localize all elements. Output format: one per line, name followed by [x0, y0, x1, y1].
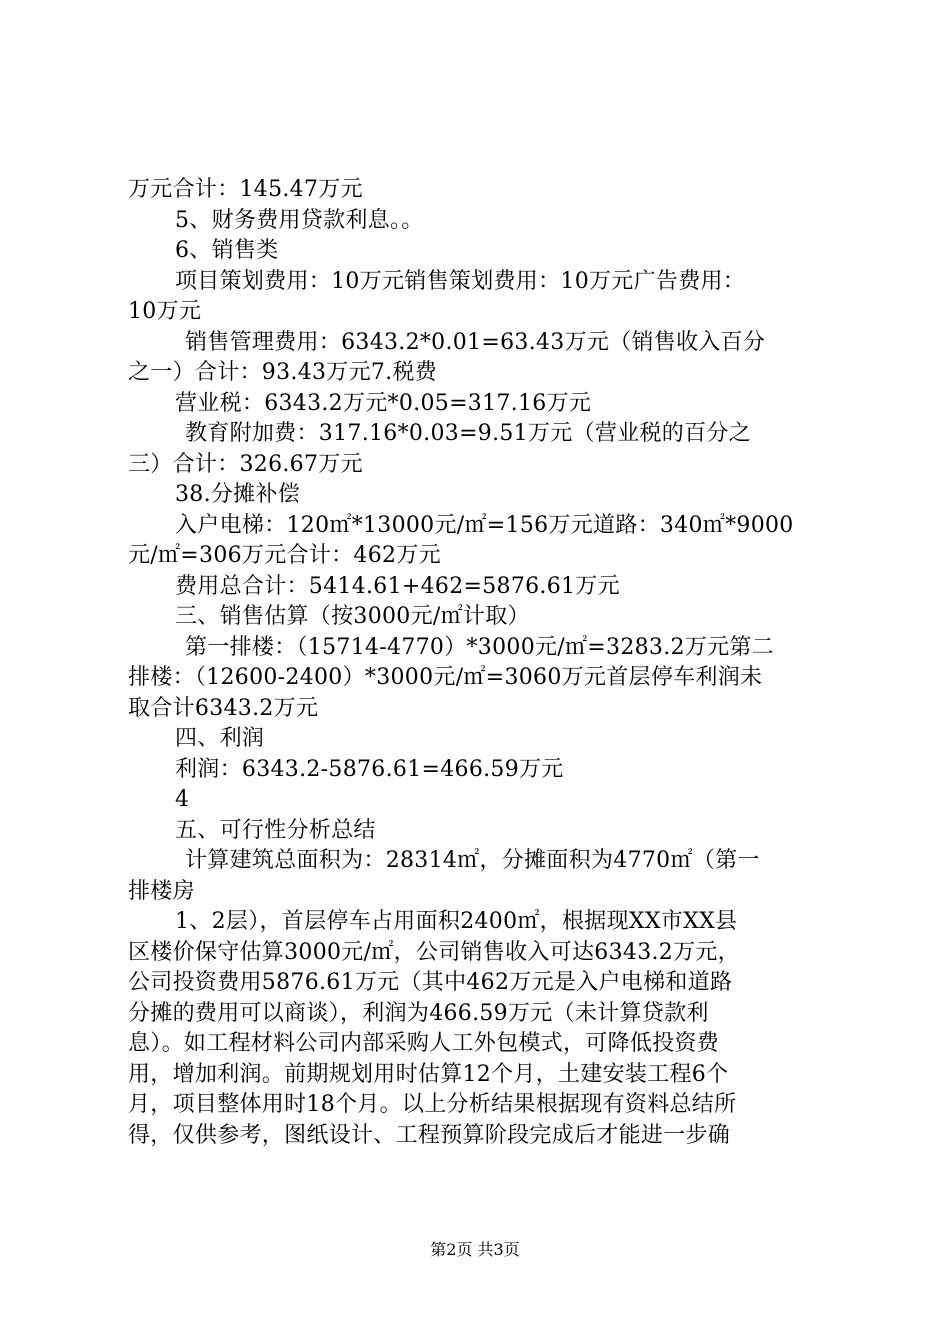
text-line: 分摊的费用可以商谈），利润为466.59万元（未计算贷款利: [128, 1000, 709, 1026]
text-line: 6、销售类: [175, 238, 279, 263]
page-number-footer: 第2页 共3页: [430, 1240, 520, 1259]
text-line: 费用总合计：5414.61+462=5876.61万元: [175, 573, 620, 599]
text-line: 息）。如工程材料公司内部采购人工外包模式，可降低投资费: [128, 1031, 720, 1056]
text-line: 营业税：6343.2万元*0.05=317.16万元: [175, 390, 592, 416]
text-line: 第一排楼：（15714-4770）*3000元/㎡=3283.2万元第二: [185, 634, 775, 660]
text-line: 得，仅供参考，图纸设计、工程预算阶段完成后才能进一步确: [128, 1122, 731, 1148]
text-line: 区楼价保守估算3000元/㎡，公司销售收入可达6343.2万元，: [128, 939, 740, 965]
text-line: 三、销售估算（按3000元/㎡计取）: [175, 604, 530, 629]
text-line: 5、财务费用贷款利息。。: [175, 207, 424, 233]
text-line: 五、可行性分析总结: [175, 817, 376, 843]
text-line: 月，项目整体用时18个月。以上分析结果根据现有资料总结所: [128, 1092, 737, 1117]
text-line: 排楼：（12600-2400）*3000元/㎡=3060万元首层停车利润未: [128, 665, 763, 690]
text-line: 教育附加费：317.16*0.03=9.51万元（营业税的百分之: [185, 421, 751, 446]
text-line: 元/㎡=306万元合计：462万元: [128, 543, 441, 568]
text-line: 10万元: [128, 299, 202, 324]
text-line: 销售管理费用：6343.2*0.01=63.43万元（销售收入百分: [185, 329, 766, 355]
text-line: 38.分摊补偿: [175, 482, 301, 507]
text-line: 四、利润: [175, 726, 265, 751]
text-line: 4: [175, 787, 190, 812]
text-line: 取合计6343.2万元: [128, 695, 319, 721]
text-line: 三）合计：326.67万元: [128, 451, 363, 477]
text-line: 1、2层），首层停车占用面积2400㎡，根据现XX市XX县: [175, 909, 738, 934]
text-line: 用，增加利润。前期规划用时估算12个月，土建安装工程6个: [128, 1061, 729, 1087]
text-line: 排楼房: [128, 878, 195, 904]
text-line: 计算建筑总面积为：28314㎡，分摊面积为4770㎡（第一: [185, 848, 760, 873]
document-body: [128, 175, 830, 1151]
text-line: 项目策划费用：10万元销售策划费用：10万元广告费用：: [175, 268, 746, 294]
text-line: 利润：6343.2-5876.61=466.59万元: [175, 756, 564, 782]
text-line: 公司投资费用5876.61万元（其中462万元是入户电梯和道路: [128, 970, 733, 995]
text-line: 入户电梯：120㎡*13000元/㎡=156万元道路：340㎡*9000: [175, 512, 794, 538]
text-line: 万元合计：145.47万元: [128, 177, 363, 202]
text-line: 之一）合计：93.43万元7.税费: [128, 360, 438, 385]
